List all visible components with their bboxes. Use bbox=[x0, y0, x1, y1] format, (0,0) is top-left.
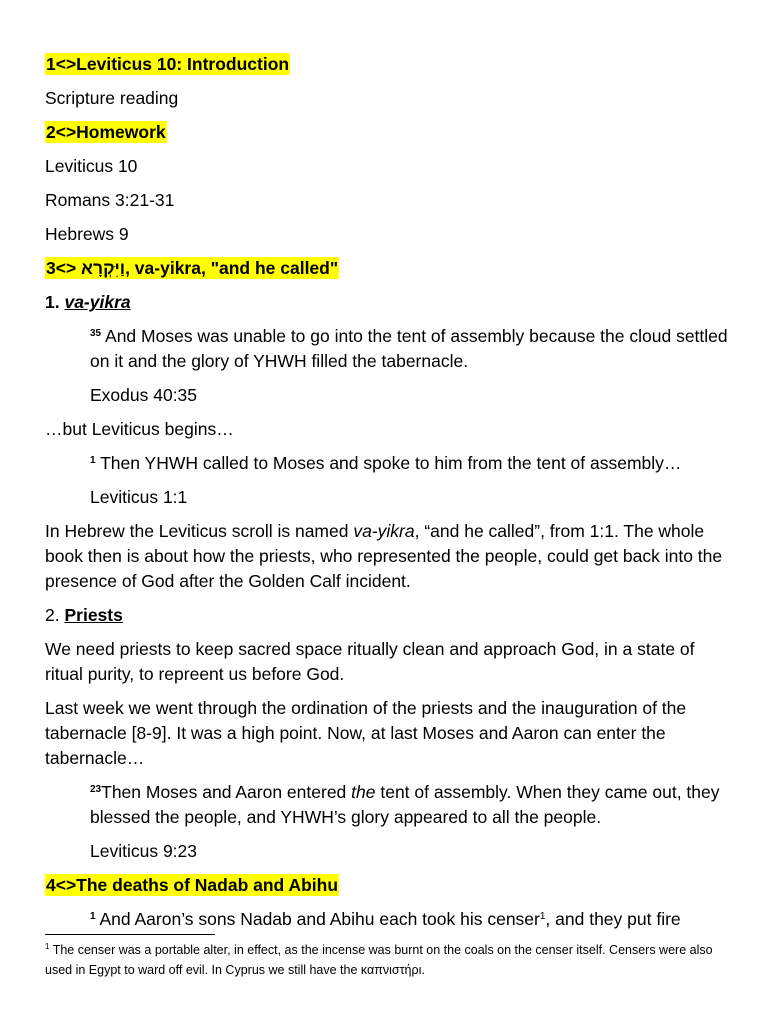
body-paragraph: In Hebrew the Leviticus scroll is named va-yikra, “and he called”, from 1:1. The whole book then is about how the priests, who represented the people, could get back into the presence of God after the Golden Calf incident. bbox=[45, 521, 723, 591]
body-paragraph: Last week we went through the ordination of the priests and the inauguration of the tabernacle [8-9]. It was a high point. Now, at last Moses and Aaron can enter the tabernacle… bbox=[45, 698, 687, 768]
body-paragraph: We need priests to keep sacred space ritually clean and approach God, in a state of ritual purity, to repreent us before God. bbox=[45, 639, 695, 684]
scripture-quote: $^{35}$ And Moses was unable to go into the tent of assembly because the cloud settled on it and the glory of YHWH filled the tabernacle. bbox=[90, 326, 728, 371]
scripture-reference: Leviticus 1:1 bbox=[90, 487, 188, 507]
point-2-heading: 2. Priests bbox=[45, 605, 123, 625]
homework-item: Romans 3:21-31 bbox=[45, 190, 175, 210]
document-page bbox=[45, 52, 735, 941]
section-heading-4: 4<>The deaths of Nadab and Abihu bbox=[46, 875, 339, 895]
section-heading-1: 1<>Leviticus 10: Introduction bbox=[46, 54, 290, 74]
footnote-separator bbox=[45, 934, 215, 935]
point-1-heading: 1. va-yikra bbox=[45, 292, 131, 312]
homework-item: Leviticus 10 bbox=[45, 156, 138, 176]
transition-text: …but Leviticus begins… bbox=[45, 419, 234, 439]
scripture-quote: $^1$ Then YHWH called to Moses and spoke to him from the tent of assembly… bbox=[90, 453, 682, 473]
homework-item: Hebrews 9 bbox=[45, 224, 129, 244]
scripture-quote: $^1$ And Aaron’s sons Nadab and Abihu each took his censer$^1$, and they put fire bbox=[90, 909, 681, 929]
footnote: $^1$ The censer was a portable alter, in effect, as the incense was burnt on the coals on the censer itself. Censers were also used in Egypt to ward off evil. In Cyprus we still have the καπνιστήρι. bbox=[45, 942, 713, 977]
section-1-text: Scripture reading bbox=[45, 88, 179, 108]
scripture-reference: Leviticus 9:23 bbox=[90, 841, 198, 861]
scripture-quote: $^{23}$Then Moses and Aaron entered the tent of assembly. When they came out, they blessed the people, and YHWH’s glory appeared to all the people. bbox=[90, 782, 720, 827]
scripture-reference: Exodus 40:35 bbox=[90, 385, 198, 405]
section-heading-2: 2<>Homework bbox=[46, 122, 166, 142]
footnote-marker[interactable]: 1 bbox=[539, 911, 546, 922]
section-heading-3: 3<> וַיִּקְרָא, va-yikra, "and he called" bbox=[46, 258, 339, 278]
